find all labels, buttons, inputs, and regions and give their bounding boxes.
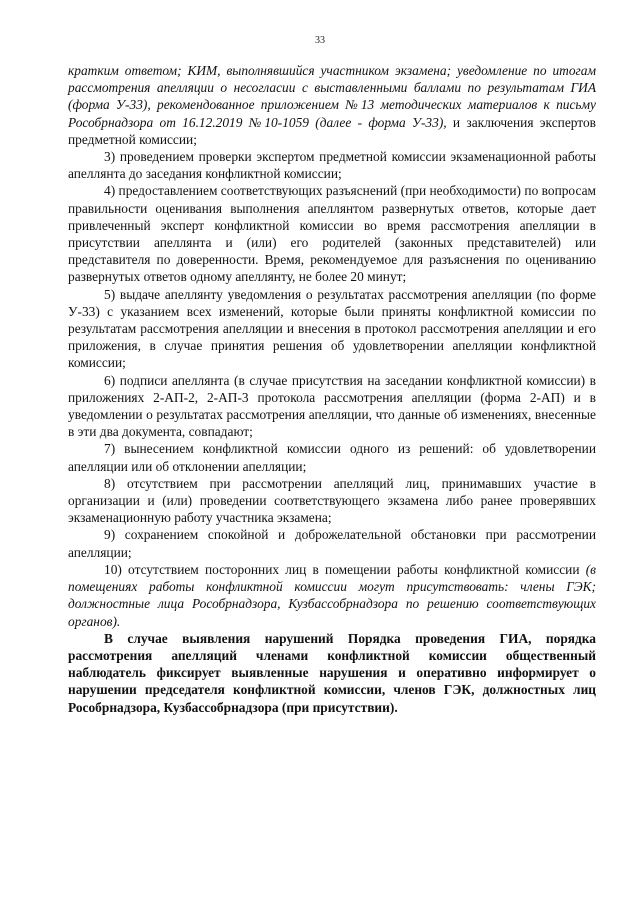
list-item-5: 5) выдаче апеллянту уведомления о результатах рассмотрения апелляции (по форме У-33) с указанием всех изменений, которые были приняты конфликтной комиссии по результатам рассмотрения апелляции и внесения в протокол рассмотрения апелляции и его приложения, в случае принятия решения об удовлетворении апелляции конфликтной комиссии; xyxy=(68,286,596,371)
continuation-italic-text: кратким ответом; КИМ, выполнявшийся участником экзамена; уведомление по итогам рассмотрения апелляции о несогласии с выставленными баллами по результатам ГИА (форма У-33), рекомендованное приложением №13 методических материалов к письму Рособрнадзора от 16.12.2019 №10-1059 (далее - форма У-33), xyxy=(68,63,596,130)
list-item-8: 8) отсутствием при рассмотрении апелляций лиц, принимавших участие в организации и (или) проведении соответствующего экзамена либо ранее проверявших экзаменационную работу участника экзамена; xyxy=(68,475,596,526)
paragraph-continuation xyxy=(68,62,596,148)
list-item-9: 9) сохранением спокойной и доброжелательной обстановки при рассмотрении апелляции; xyxy=(68,527,596,560)
list-item-3: 3) проведением проверки экспертом предметной комиссии экзаменационной работы апеллянта до заседания конфликтной комиссии; xyxy=(68,149,596,182)
list-item-7: 7) вынесением конфликтной комиссии одного из решений: об удовлетворении апелляции или об отклонении апелляции; xyxy=(68,441,596,474)
page-number: 33 xyxy=(315,35,325,46)
list-item-6: 6) подписи апеллянта (в случае присутствия на заседании конфликтной комиссии) в приложениях 2-АП-2, 2-АП-3 протокола рассмотрения апелляции (форма 2-АП) и в уведомлении о результатах рассмотрения апелляции, что данные об изменениях, внесенные в эти два документа, совпадают; xyxy=(68,372,596,440)
list-item-10-text: 10) отсутствием посторонних лиц в помещении работы конфликтной комиссии xyxy=(104,561,586,577)
list-item-4: 4) предоставлением соответствующих разъяснений (при необходимости) по вопросам правильности оценивания выполнения апеллянтом развернутых ответов, которые дает привлеченный эксперт конфликтной комиссии во время рассмотрения апелляции в присутствии апеллянта и (или) его родителей (законных представителей) или представителя по доверенности. Время, рекомендуемое для разъяснения по оцениванию развернутых ответов одному апеллянту, не более 20 минут; xyxy=(68,183,596,285)
document-body xyxy=(68,62,596,716)
list-item-10-italic-note: (в помещениях работы конфликтной комиссии могут присутствовать: члены ГЭК; должностные лица Рособрнадзора, Кузбассобрнадзора по решению соответствующих органов). xyxy=(68,561,596,629)
violations-notice-paragraph: В случае выявления нарушений Порядка проведения ГИА, порядка рассмотрения апелляций членами конфликтной комисcии общественный наблюдатель фиксирует выявленные нарушения и оперативно информирует о нарушении председателя конфликтной комиссии, членов ГЭК, должностных лиц Рособрнадзора, Кузбассобрнадзора (при присутствии). xyxy=(68,630,596,715)
list-item-10 xyxy=(68,561,596,630)
continuation-plain-text: и заключения экспертов предметной комиссии; xyxy=(68,114,596,147)
